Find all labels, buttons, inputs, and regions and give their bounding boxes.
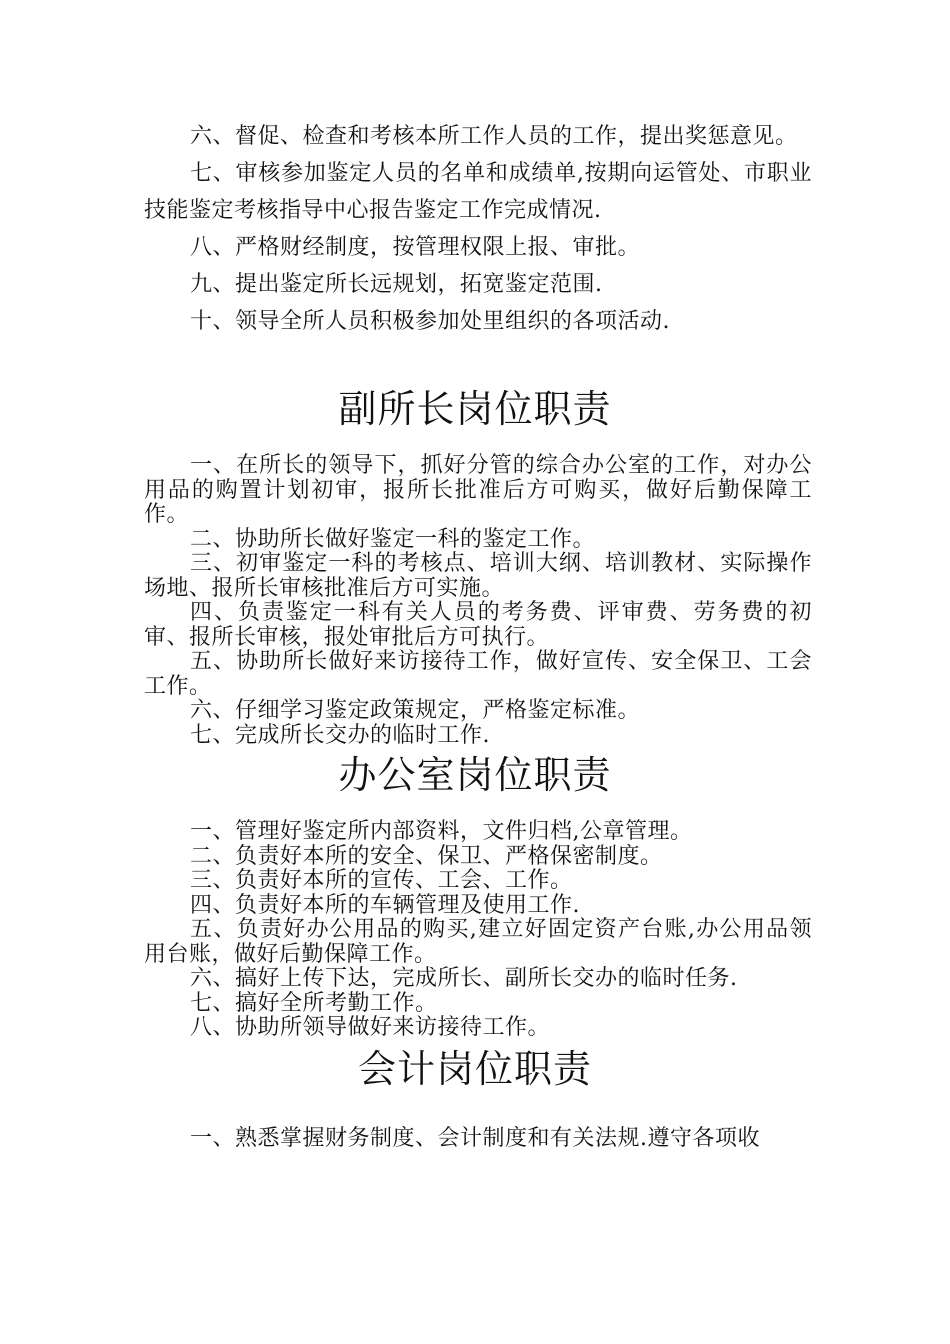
- paragraph: 七、搞好全所考勤工作。: [190, 990, 438, 1016]
- section-office: [144, 820, 812, 1041]
- paragraph: 十、领导全所人员积极参加处里组织的各项活动.: [190, 309, 670, 334]
- paragraph: 三、负责好本所的宣传、工会、工作。: [190, 868, 573, 893]
- paragraph: 六、督促、检查和考核本所工作人员的工作，提出奖惩意见。: [190, 124, 798, 149]
- paragraph: 五、协助所长做好来访接待工作，做好宣传、安全保卫、工会工作。: [144, 649, 812, 699]
- paragraph: 八、协助所领导做好来访接待工作。: [190, 1015, 551, 1040]
- paragraph: 八、严格财经制度，按管理权限上报、审批。: [190, 235, 641, 260]
- paragraph: 二、协助所长做好鉴定一科的鉴定工作。: [190, 526, 596, 552]
- section-title-office: 办公室岗位职责: [338, 753, 612, 797]
- section-continued: [144, 118, 812, 340]
- paragraph: 六、搞好上传下达，完成所长、副所长交办的临时任务.: [190, 966, 738, 991]
- paragraph: 五、负责好办公用品的购买,建立好固定资产台账,办公用品领用台账，做好后勤保障工作。: [144, 917, 812, 967]
- paragraph: 七、审核参加鉴定人员的名单和成绩单,按期向运管处、市职业技能鉴定考核指导中心报告鉴定工作完成情况.: [144, 161, 812, 223]
- paragraph: 一、熟悉掌握财务制度、会计制度和有关法规.遵守各项收: [190, 1126, 760, 1151]
- paragraph: 四、负责鉴定一科有关人员的考务费、评审费、劳务费的初审、报所长审核，报处审批后方可执行。: [144, 600, 812, 650]
- section-deputy: [144, 454, 812, 748]
- paragraph: 四、负责好本所的车辆管理及使用工作.: [190, 892, 580, 918]
- paragraph: 九、提出鉴定所长远规划，拓宽鉴定范围.: [190, 272, 603, 297]
- paragraph: 一、在所长的领导下，抓好分管的综合办公室的工作，对办公用品的购置计划初审，报所长批准后方可购买，做好后勤保障工作。: [144, 453, 812, 527]
- section-title-accounting: 会计岗位职责: [357, 1047, 592, 1091]
- paragraph: 一、管理好鉴定所内部资料，文件归档,公章管理。: [190, 819, 693, 844]
- section-title-deputy: 副所长岗位职责: [338, 387, 612, 431]
- section-accounting: [144, 1120, 812, 1157]
- paragraph: 七、完成所长交办的临时工作.: [190, 722, 490, 748]
- paragraph: 三、初审鉴定一科的考核点、培训大纲、培训教材、实际操作场地、报所长审核批准后方可实施。: [144, 551, 812, 601]
- paragraph: 二、负责好本所的安全、保卫、严格保密制度。: [190, 843, 663, 869]
- paragraph: 六、仔细学习鉴定政策规定，严格鉴定标准。: [190, 698, 641, 723]
